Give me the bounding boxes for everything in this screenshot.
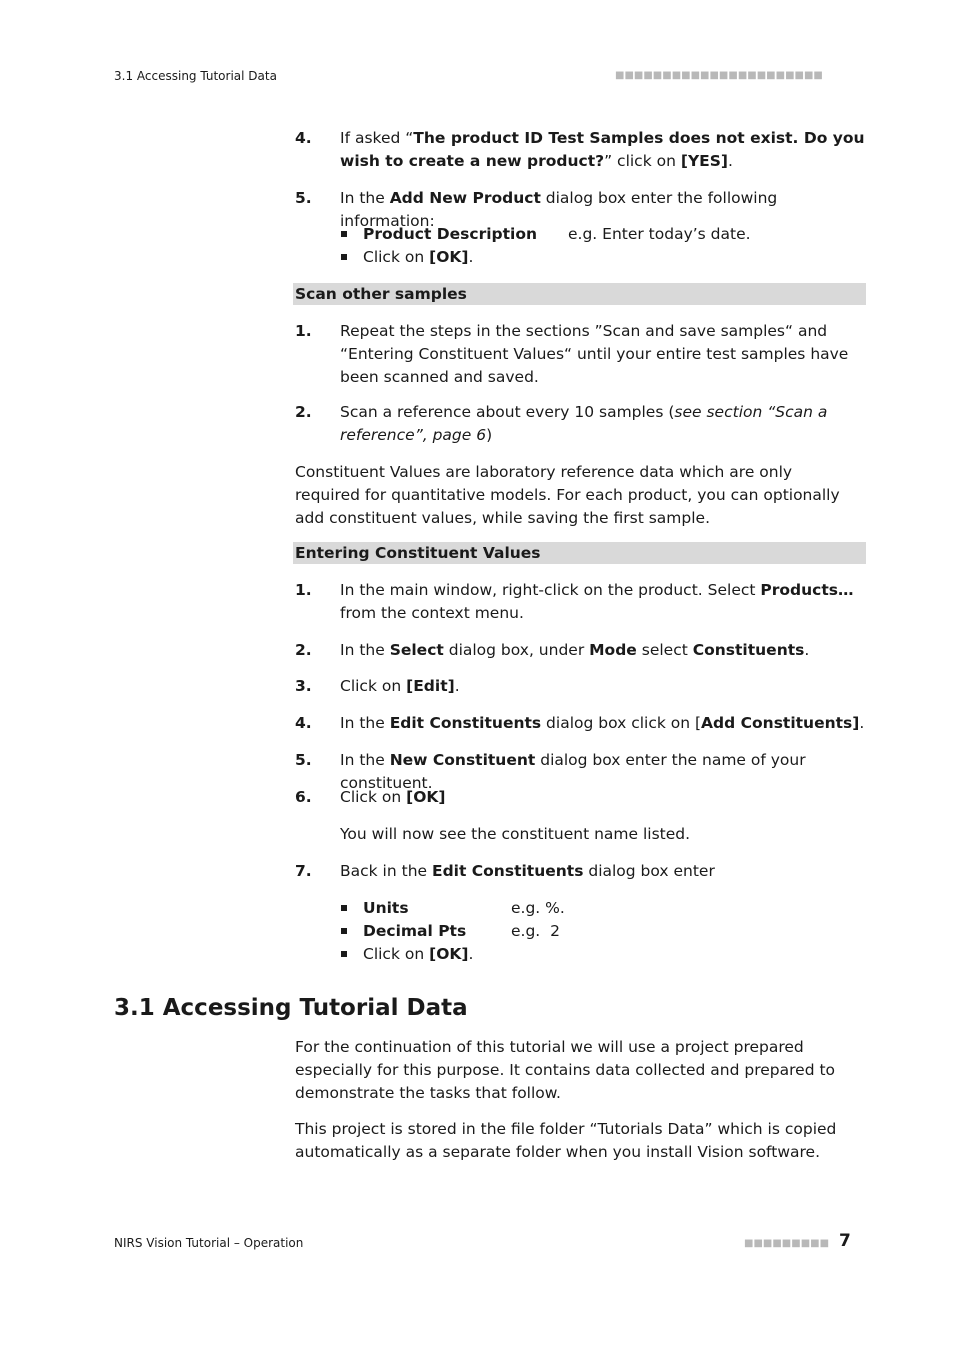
step-text: Click on [Edit].	[340, 677, 460, 695]
running-footer: NIRS Vision Tutorial – Operation	[114, 1236, 304, 1250]
step-text: In the Edit Constituents dialog box click on [Add Constituents].	[340, 714, 865, 732]
step-number: 2.	[295, 641, 312, 659]
step-text: Repeat the steps in the sections ”Scan and save samples“ and “Entering Constituent Values“ until your entire test samples have been scanned and saved.	[340, 322, 849, 386]
step-text: In the New Constituent dialog box enter the name of your constituent.	[340, 751, 806, 792]
step-number: 7.	[295, 862, 312, 880]
step-text: In the Add New Product dialog box enter the following information:	[340, 189, 778, 230]
step-number: 3.	[295, 677, 312, 695]
field-value: e.g. %.	[511, 899, 565, 917]
dialog-name: Add New Product	[389, 189, 541, 207]
bullet-icon	[341, 928, 347, 934]
list-item	[340, 223, 860, 246]
step-text: In the Select dialog box, under Mode select Constituents.	[340, 641, 810, 659]
list-item	[340, 920, 860, 943]
section-heading-scan: Scan other samples	[293, 283, 866, 305]
cross-reference: see section “Scan a reference”, page 6	[340, 403, 828, 444]
field-value: e.g. 2	[511, 922, 560, 940]
list-item: Click on [OK].	[340, 943, 860, 966]
field-label: Product Description	[363, 225, 538, 243]
step-text: In the main window, right-click on the product. Select Products… from the context menu.	[340, 581, 854, 622]
step-number: 5.	[295, 751, 312, 769]
step-text: Scan a reference about every 10 samples (see section “Scan a reference”, page 6)	[340, 403, 828, 444]
header-decoration: ■■■■■■■■■■■■■■■■■■■■■■	[615, 70, 823, 81]
bullet-list-constituents	[340, 897, 860, 966]
section-heading-entering: Entering Constituent Values	[293, 542, 866, 564]
step-number: 1.	[295, 581, 312, 599]
footer-decoration: ■■■■■■■■■	[744, 1238, 830, 1249]
yes-button-ref: [YES]	[680, 152, 729, 170]
step-number: 2.	[295, 403, 312, 421]
step-number: 4.	[295, 129, 312, 147]
result-text: You will now see the constituent name listed.	[340, 825, 691, 843]
step-number: 4.	[295, 714, 312, 732]
field-value: e.g. Enter today’s date.	[568, 225, 751, 243]
bullet-icon	[341, 951, 347, 957]
step-number: 6.	[295, 788, 312, 806]
bullet-icon	[341, 254, 347, 260]
dialog-message: The product ID Test Samples does not exist. Do you wish to create a new product?	[340, 129, 865, 170]
storage-paragraph: This project is stored in the file folder “Tutorials Data” which is copied automatically as a separate folder when you install Vision software.	[295, 1120, 837, 1161]
section-title: 3.1 Accessing Tutorial Data	[114, 995, 468, 1021]
step-text: Click on [OK]	[340, 788, 446, 806]
step-text: Back in the Edit Constituents dialog box enter	[340, 862, 715, 880]
intro-paragraph: For the continuation of this tutorial we will use a project prepared especially for this purpose. It contains data collected and prepared to demonstrate the tasks that follow.	[295, 1038, 836, 1102]
page-number: 7	[839, 1231, 851, 1251]
bullet-list-product	[340, 223, 860, 269]
step-text: If asked “The product ID Test Samples does not exist. Do you wish to create a new product?” click on [YES].	[340, 129, 865, 170]
running-header: 3.1 Accessing Tutorial Data	[114, 69, 277, 83]
constituent-paragraph: Constituent Values are laboratory reference data which are only required for quantitative models. For each product, you can optionally add constituent values, while saving the first sample.	[295, 463, 840, 527]
list-item: Click on [OK].	[340, 246, 860, 269]
step-number: 1.	[295, 322, 312, 340]
field-label: Decimal Pts	[363, 922, 467, 940]
bullet-icon	[341, 231, 347, 237]
step-number: 5.	[295, 189, 312, 207]
list-item	[340, 897, 860, 920]
bullet-icon	[341, 905, 347, 911]
field-label: Units	[363, 899, 409, 917]
